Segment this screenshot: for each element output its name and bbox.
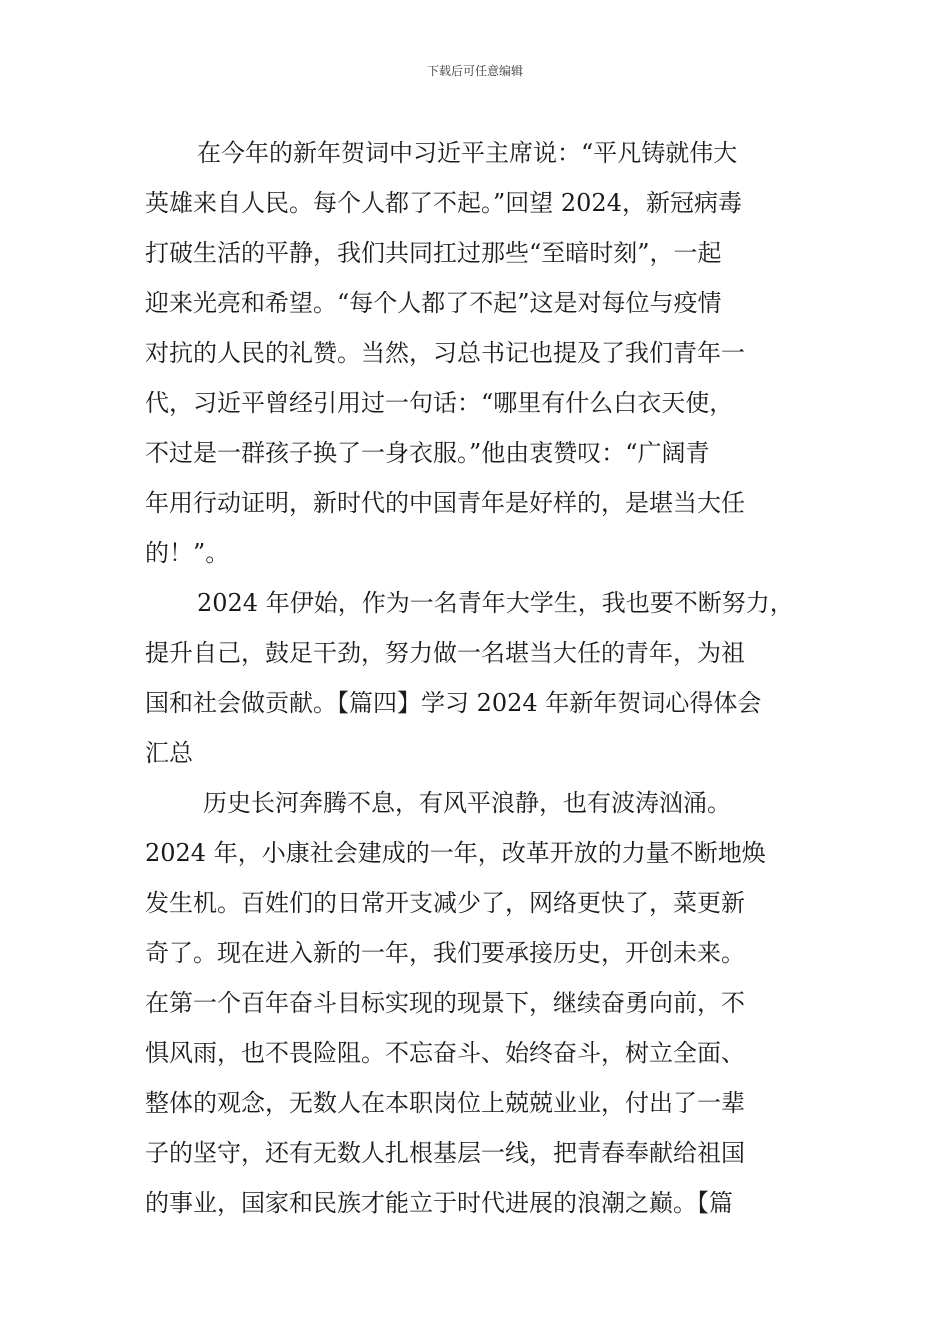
page-header-note: 下载后可任意编辑 (426, 64, 523, 78)
text-line: 的！”。 (145, 539, 230, 567)
text-line: 英雄来自人民。每个人都了不起。”回望 2024，新冠病毒 (145, 189, 742, 217)
text-line: 年用行动证明，新时代的中国青年是好样的，是堪当大任 (145, 489, 745, 517)
text-line: 在今年的新年贺词中习近平主席说：“平凡铸就伟大 (197, 139, 738, 167)
text-line: 2024 年，小康社会建成的一年，改革开放的力量不断地焕 (145, 839, 766, 867)
text-line: 惧风雨，也不畏险阻。不忘奋斗、始终奋斗，树立全面、 (145, 1039, 745, 1067)
text-line: 不过是一群孩子换了一身衣服。”他由衷赞叹：“广阔青 (145, 439, 710, 467)
text-line: 汇总 (145, 739, 193, 767)
text-line: 迎来光亮和希望。“每个人都了不起”这是对每位与疫情 (145, 289, 722, 317)
text-line: 子的坚守，还有无数人扎根基层一线，把青春奉献给祖国 (145, 1139, 745, 1167)
text-line: 发生机。百姓们的日常开支减少了，网络更快了，菜更新 (145, 889, 745, 917)
text-line: 整体的观念，无数人在本职岗位上兢兢业业，付出了一辈 (145, 1089, 745, 1117)
text-line: 历史长河奔腾不息，有风平浪静，也有波涛汹涌。 (203, 789, 731, 817)
document-body (145, 128, 820, 1228)
text-line: 2024 年伊始，作为一名青年大学生，我也要不断努力， (197, 589, 794, 617)
text-line: 在第一个百年奋斗目标实现的现景下，继续奋勇向前，不 (145, 989, 745, 1017)
text-line: 打破生活的平静，我们共同扛过那些“至暗时刻”，一起 (145, 239, 722, 267)
text-line: 奇了。现在进入新的一年，我们要承接历史，开创未来。 (145, 939, 745, 967)
text-line: 的事业，国家和民族才能立于时代进展的浪潮之巅。【篇 (145, 1189, 733, 1217)
text-line: 提升自己，鼓足干劲，努力做一名堪当大任的青年，为祖 (145, 639, 745, 667)
text-line: 对抗的人民的礼赞。当然，习总书记也提及了我们青年一 (145, 339, 745, 367)
text-line: 代，习近平曾经引用过一句话：“哪里有什么白衣天使， (145, 389, 734, 417)
text-line: 国和社会做贡献。【篇四】学习 2024 年新年贺词心得体会 (145, 689, 762, 717)
